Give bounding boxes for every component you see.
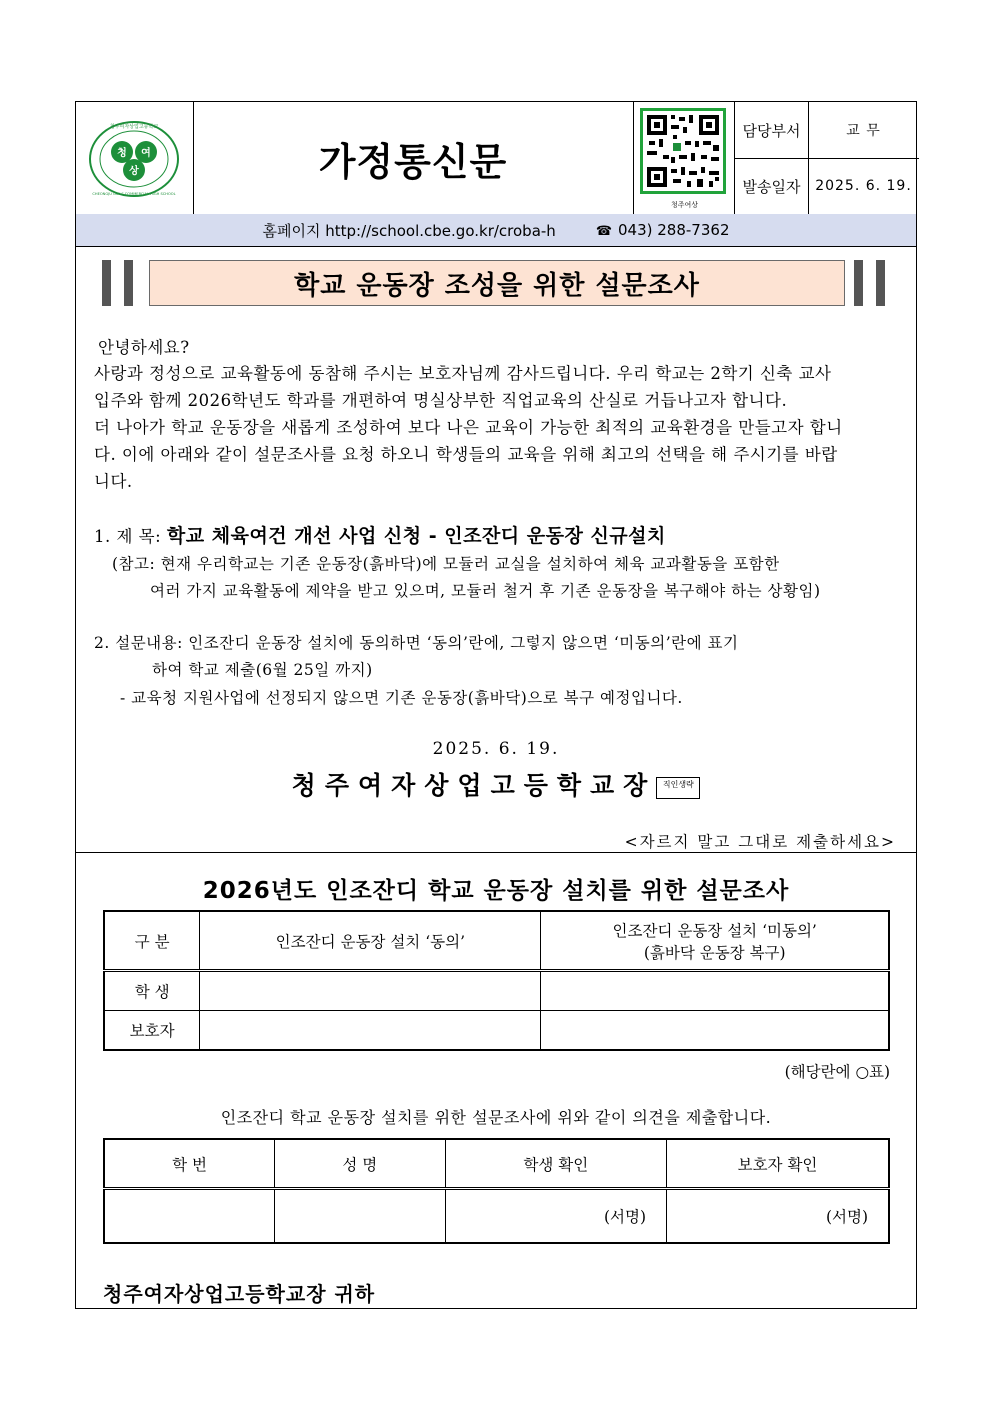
date-label: 발송일자 (735, 158, 809, 214)
agree-statement: 인조잔디 학교 운동장 설치를 위한 설문조사에 위와 같이 의견을 제출합니다. (220, 1108, 772, 1127)
mark-note: (해당란에 ○표) (784, 1063, 890, 1081)
principal-text: 청주여자상업고등학교장 (291, 771, 657, 800)
meta-row-date (734, 158, 919, 214)
row-label-student: 학 생 (104, 971, 200, 1011)
item1 (94, 521, 666, 548)
survey-table (103, 910, 890, 1051)
body-line-1: 사랑과 정성으로 교육활동에 동참해 주시는 보호자님께 감사드립니다. 우리 학교는 2학기 신축 교사 (94, 364, 832, 383)
signature-table-header (104, 1139, 889, 1189)
phone-number: 043) 288-7362 (618, 221, 730, 239)
qr-code-icon[interactable] (640, 108, 726, 194)
note-line-2: 여러 가지 교육활동에 제약을 받고 있으며, 모듈러 철거 후 기존 운동장을 복구해야 하는 상황임) (150, 582, 821, 600)
right-bars-decoration (854, 260, 890, 306)
col-agree: 인조잔디 운동장 설치 ‘동의’ (200, 911, 541, 971)
cut-divider (76, 852, 916, 853)
body-line-3: 더 나아가 학교 운동장을 새롭게 조성하여 보다 나은 교육이 가능한 최적의 교육환경을 만들고자 합니 (94, 418, 843, 437)
item2-line-3: - 교육청 지원사업에 선정되지 않으면 기존 운동장(흙바닥)으로 복구 예정입니다. (120, 689, 683, 707)
name-cell[interactable] (275, 1189, 446, 1244)
homepage-link[interactable]: 홈페이지 http://school.cbe.go.kr/croba-h (262, 221, 556, 240)
body-line-4: 다. 이에 아래와 같이 설문조사를 요청 하오니 학생들의 교육을 위해 최고의 선택을 해 주시기를 바랍 (94, 445, 838, 464)
col-disagree (541, 911, 889, 971)
guardian-agree-cell[interactable] (200, 1011, 541, 1051)
col-student-id: 학 번 (104, 1139, 275, 1189)
guardian-sign-cell[interactable] (667, 1189, 889, 1244)
note-line-1: (참고: 현재 우리학교는 기존 운동장(흙바닥)에 모듈러 교실을 설치하여 체육 교과활동을 포함한 (112, 555, 780, 573)
student-sign-label: (서명) (603, 1208, 647, 1226)
issue-date: 2025. 6. 19. (432, 739, 560, 759)
item2-line-2: 하여 학교 제출(6월 25일 까지) (152, 661, 373, 679)
meta-table (734, 102, 918, 214)
guardian-disagree-cell[interactable] (541, 1011, 889, 1051)
body-line-5: 니다. (94, 472, 133, 491)
col-guardian-confirm: 보호자 확인 (667, 1139, 889, 1189)
page-title: 가정통신문 (318, 139, 508, 184)
col-name: 성 명 (275, 1139, 446, 1189)
table-row-student (104, 971, 889, 1011)
phone-icon: ☎ (595, 224, 613, 239)
student-id-cell[interactable] (104, 1189, 275, 1244)
meta-row-dept (734, 102, 919, 159)
logo-char-3: 상 (129, 166, 139, 177)
student-sign-cell[interactable] (445, 1189, 666, 1244)
qr-caption: 청주여상 (670, 201, 699, 209)
survey-table-header (104, 911, 889, 971)
col-disagree-line-2: (흙바닥 운동장 복구) (643, 943, 786, 962)
official-seal: 직인생략 (656, 777, 700, 799)
table-row-guardian (104, 1011, 889, 1051)
banner-title: 학교 운동장 조성을 위한 설문조사 (149, 260, 845, 306)
dept-value: 교 무 (846, 123, 881, 139)
school-logo-icon (88, 120, 180, 198)
principal-name (76, 766, 916, 802)
signature-table (103, 1138, 890, 1244)
addressee: 청주여자상업고등학교장 귀하 (103, 1282, 376, 1306)
left-bars-decoration (102, 260, 138, 306)
header (76, 102, 916, 215)
col-category: 구 분 (104, 911, 200, 971)
phone-info (596, 221, 730, 239)
student-agree-cell[interactable] (200, 971, 541, 1011)
item2-line-1: 2. 설문내용: 인조잔디 운동장 설치에 동의하면 ‘동의’란에, 그렇지 않으면 ‘미동의’란에 표기 (94, 634, 739, 652)
homepage-bar (76, 214, 916, 247)
item1-prefix: 1. 제 목: (94, 527, 167, 546)
qr-cell (633, 102, 735, 214)
item1-title: 학교 체육여건 개선 사업 신청 - 인조잔디 운동장 신규설치 (166, 525, 666, 547)
dept-label: 담당부서 (735, 102, 809, 158)
logo-cell (76, 102, 194, 214)
notice-frame (75, 101, 917, 1309)
date-value: 2025. 6. 19. (815, 178, 912, 194)
guardian-sign-label: (서명) (825, 1208, 868, 1226)
survey-title: 2026년도 인조잔디 학교 운동장 설치를 위한 설문조사 (202, 878, 790, 904)
signature-row (104, 1189, 889, 1244)
body-line-2: 입주와 함께 2026학년도 학과를 개편하여 명실상부한 직업교육의 산실로 거듭나고자 합니다. (94, 391, 788, 410)
greeting: 안녕하세요? (98, 338, 190, 357)
banner-wrap (76, 260, 916, 306)
row-label-guardian: 보호자 (104, 1011, 200, 1051)
col-student-confirm: 학생 확인 (445, 1139, 666, 1189)
logo-char-1: 청 (117, 148, 127, 159)
logo-char-2: 여 (141, 148, 151, 159)
logo-top-text: 청주여자상업고등학교 (109, 124, 159, 130)
col-disagree-line-1: 인조잔디 운동장 설치 ‘미동의’ (612, 921, 817, 940)
cut-notice: <자르지 말고 그대로 제출하세요> (624, 833, 896, 851)
student-disagree-cell[interactable] (541, 971, 889, 1011)
logo-side-text: CHEONGJU GIRLS COMMERCIAL HIGH SCHOOL (92, 192, 176, 196)
